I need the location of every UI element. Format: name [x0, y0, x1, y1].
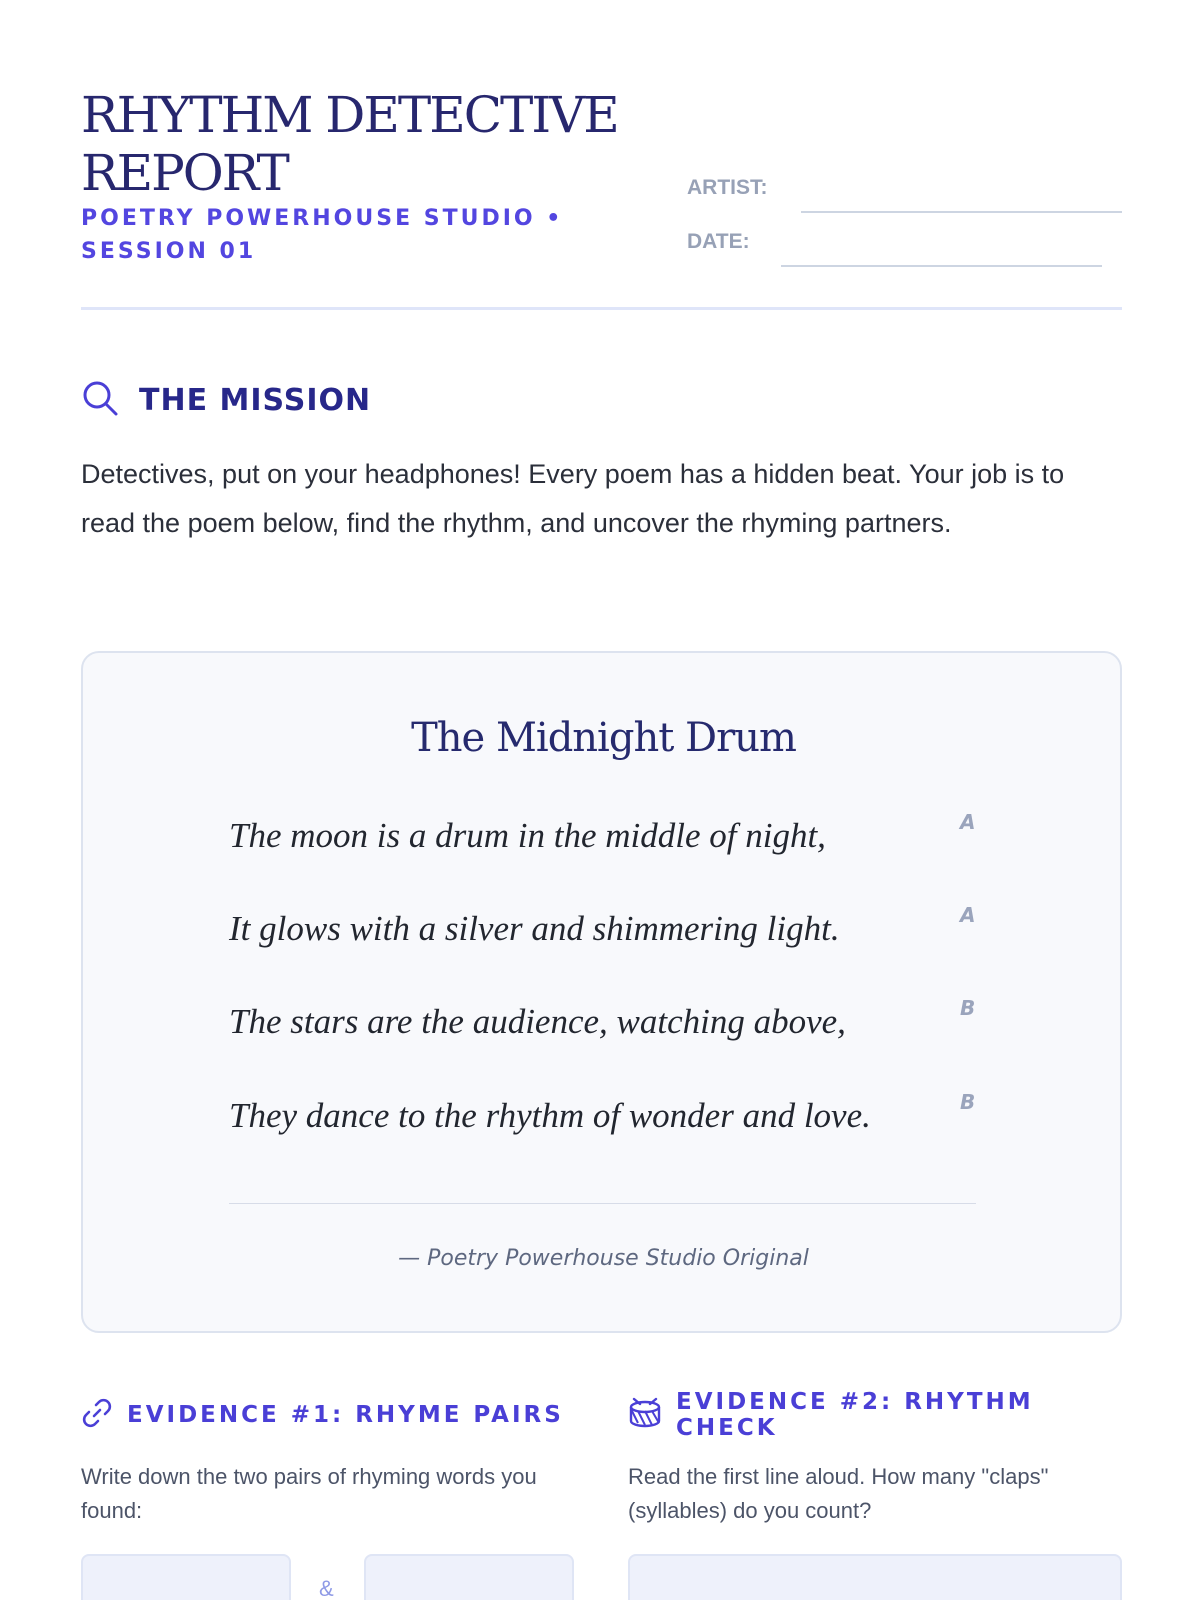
poem-line: It glows with a silver and shimmering light. — [229, 909, 840, 948]
evidence-2-text: Read the first line aloud. How many "claps" (syllables) do you count? — [628, 1464, 1049, 1523]
poem-divider — [229, 1203, 976, 1204]
date-field[interactable] — [781, 265, 1102, 267]
evidence-2-heading — [628, 1389, 1122, 1441]
rhyme-mark: A — [960, 903, 976, 927]
page-title: RHYTHM DETECTIVE REPORT — [81, 86, 618, 202]
poem-line: The moon is a drum in the middle of night, — [229, 816, 826, 855]
poem-line: They dance to the rhythm of wonder and love. — [229, 1096, 871, 1135]
mission-title: THE MISSION — [139, 382, 372, 418]
rhyme-pair-input[interactable] — [364, 1554, 574, 1600]
poem-card — [81, 651, 1122, 1333]
header — [81, 82, 1122, 310]
artist-label: ARTIST: — [687, 176, 768, 199]
poem-title: The Midnight Drum — [411, 715, 796, 761]
evidence-1-text: Write down the two pairs of rhyming words you found: — [81, 1464, 537, 1523]
magnifier-icon — [81, 379, 119, 422]
poem-credit: — Poetry Powerhouse Studio Original — [398, 1246, 809, 1271]
date-label: DATE: — [687, 230, 750, 253]
evidence-1-heading — [81, 1395, 564, 1435]
rhyme-pair-input[interactable] — [81, 1554, 291, 1600]
mission-text: Detectives, put on your headphones! Every poem has a hidden beat. Your job is to read the poem below, find the rhythm, and uncover the rhyming partners. — [81, 459, 1065, 538]
poem-line: The stars are the audience, watching above, — [229, 1002, 846, 1041]
worksheet-page — [81, 0, 1122, 1600]
evidence-2-title: EVIDENCE #2: RHYTHM CHECK — [676, 1389, 1034, 1441]
rhyme-mark: B — [960, 996, 976, 1020]
rhyme-mark: B — [960, 1090, 976, 1114]
rhyme-mark: A — [960, 810, 976, 834]
ampersand-separator: & — [319, 1576, 334, 1600]
link-icon — [81, 1397, 113, 1434]
page-subtitle: POETRY POWERHOUSE STUDIO • SESSION 01 — [81, 206, 564, 264]
mission-heading — [81, 378, 371, 422]
drum-icon — [628, 1397, 662, 1434]
artist-field[interactable] — [801, 211, 1122, 213]
syllable-count-input[interactable] — [628, 1554, 1122, 1600]
evidence-1-title: EVIDENCE #1: RHYME PAIRS — [127, 1402, 564, 1428]
